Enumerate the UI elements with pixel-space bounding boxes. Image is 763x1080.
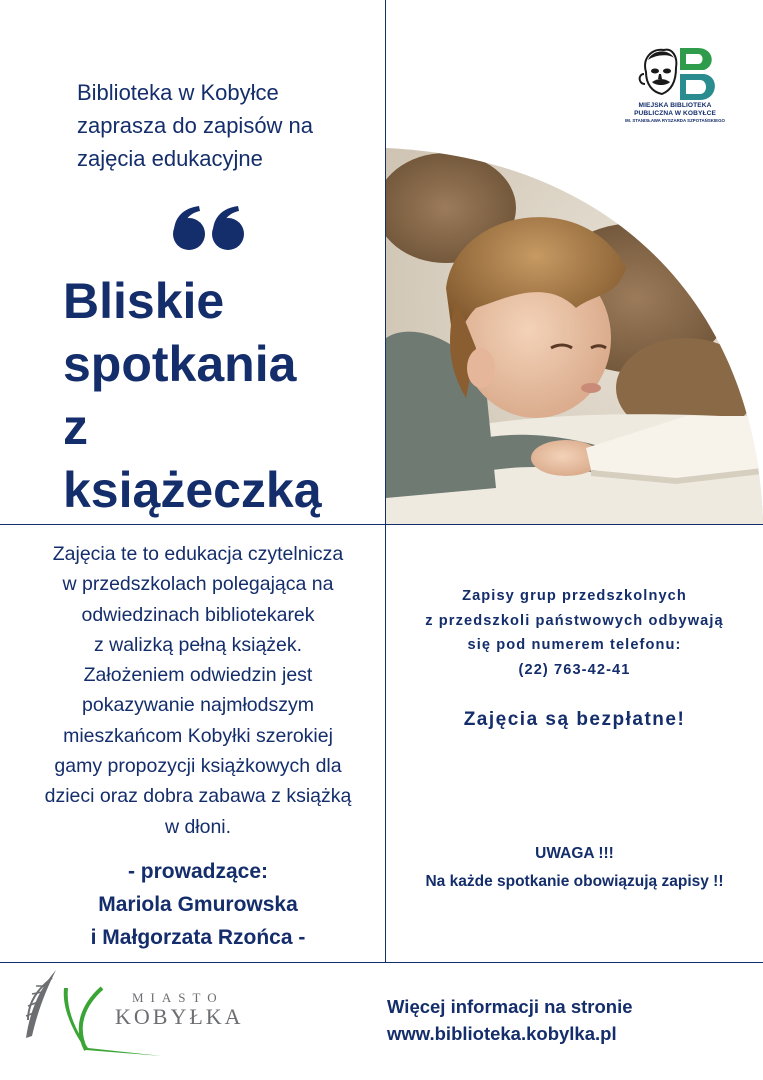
quote-icon [172,205,246,251]
description-line: dzieci oraz dobra zabawa z książką [44,785,352,808]
description-line: odwiedzinach bibliotekarek [81,603,315,626]
intro-line: zajęcia edukacyjne [77,146,263,171]
logo-line: MIEJSKA BIBLIOTEKA [638,102,712,109]
notice-heading: UWAGA !!! [535,845,614,862]
description-line: mieszkańcom Kobyłki szerokiej [63,724,333,747]
description-line: Zajęcia te to edukacja czytelnicza [52,543,344,565]
free-classes-text: Zajęcia są bezpłatne! [463,709,686,730]
more-info-text: Więcej informacji na stronie [387,996,633,1017]
leaders-line: i Małgorzata Rzońca - [90,926,306,949]
notice-text [386,840,763,896]
title-line: spotkania [63,336,297,392]
logo-line: PUBLICZNA W KOBYŁCE [634,110,716,117]
intro-line: Biblioteka w Kobyłce [77,80,279,105]
library-logo-text [605,102,745,124]
child-reading-photo [386,148,763,524]
enrollment-line: się pod numerem telefonu: [467,637,682,654]
footer-divider [0,962,763,963]
city-logo-word1: MIASTO [132,990,224,1005]
description-line: Założeniem odwiedzin jest [83,664,313,687]
website-link[interactable]: www.biblioteka.kobylka.pl [387,1023,617,1044]
logo-line: IM. STANISŁAWA RYSZARDA SZPOTAŃSKIEGO [625,118,725,123]
more-info [387,993,757,1047]
phone-number: (22) 763-42-41 [518,662,631,679]
city-logo-icon [22,968,272,1060]
page-title [63,270,383,522]
leaders-line: - prowadzące: [127,860,269,883]
title-line: książeczką [63,462,322,518]
description-line: w przedszkolach polegająca na [62,573,334,596]
description-line: gamy propozycji książkowych dla [54,755,342,778]
leaders-line: Mariola Gmurowska [98,893,298,916]
description-line: pokazywanie najmłodszym [82,694,314,717]
intro-text [77,76,377,175]
intro-line: zaprasza do zapisów na [77,113,314,138]
middle-divider [0,524,763,525]
enrollment-line: Zapisy grup przedszkolnych [462,588,687,604]
enrollment-line: z przedszkoli państwowych odbywają [425,612,724,629]
description-line: w dłoni. [164,815,232,838]
description-text [20,539,376,842]
description-line: z walizką pełną książek. [93,633,303,656]
city-logo-word2: KOBYŁKA [115,1004,244,1029]
notice-body: Na każde spotkanie obowiązują zapisy !! [425,873,724,890]
title-line: Bliskie [63,273,225,329]
title-line: z [63,399,88,455]
leaders-text [20,855,376,954]
enrollment-text [386,584,763,683]
